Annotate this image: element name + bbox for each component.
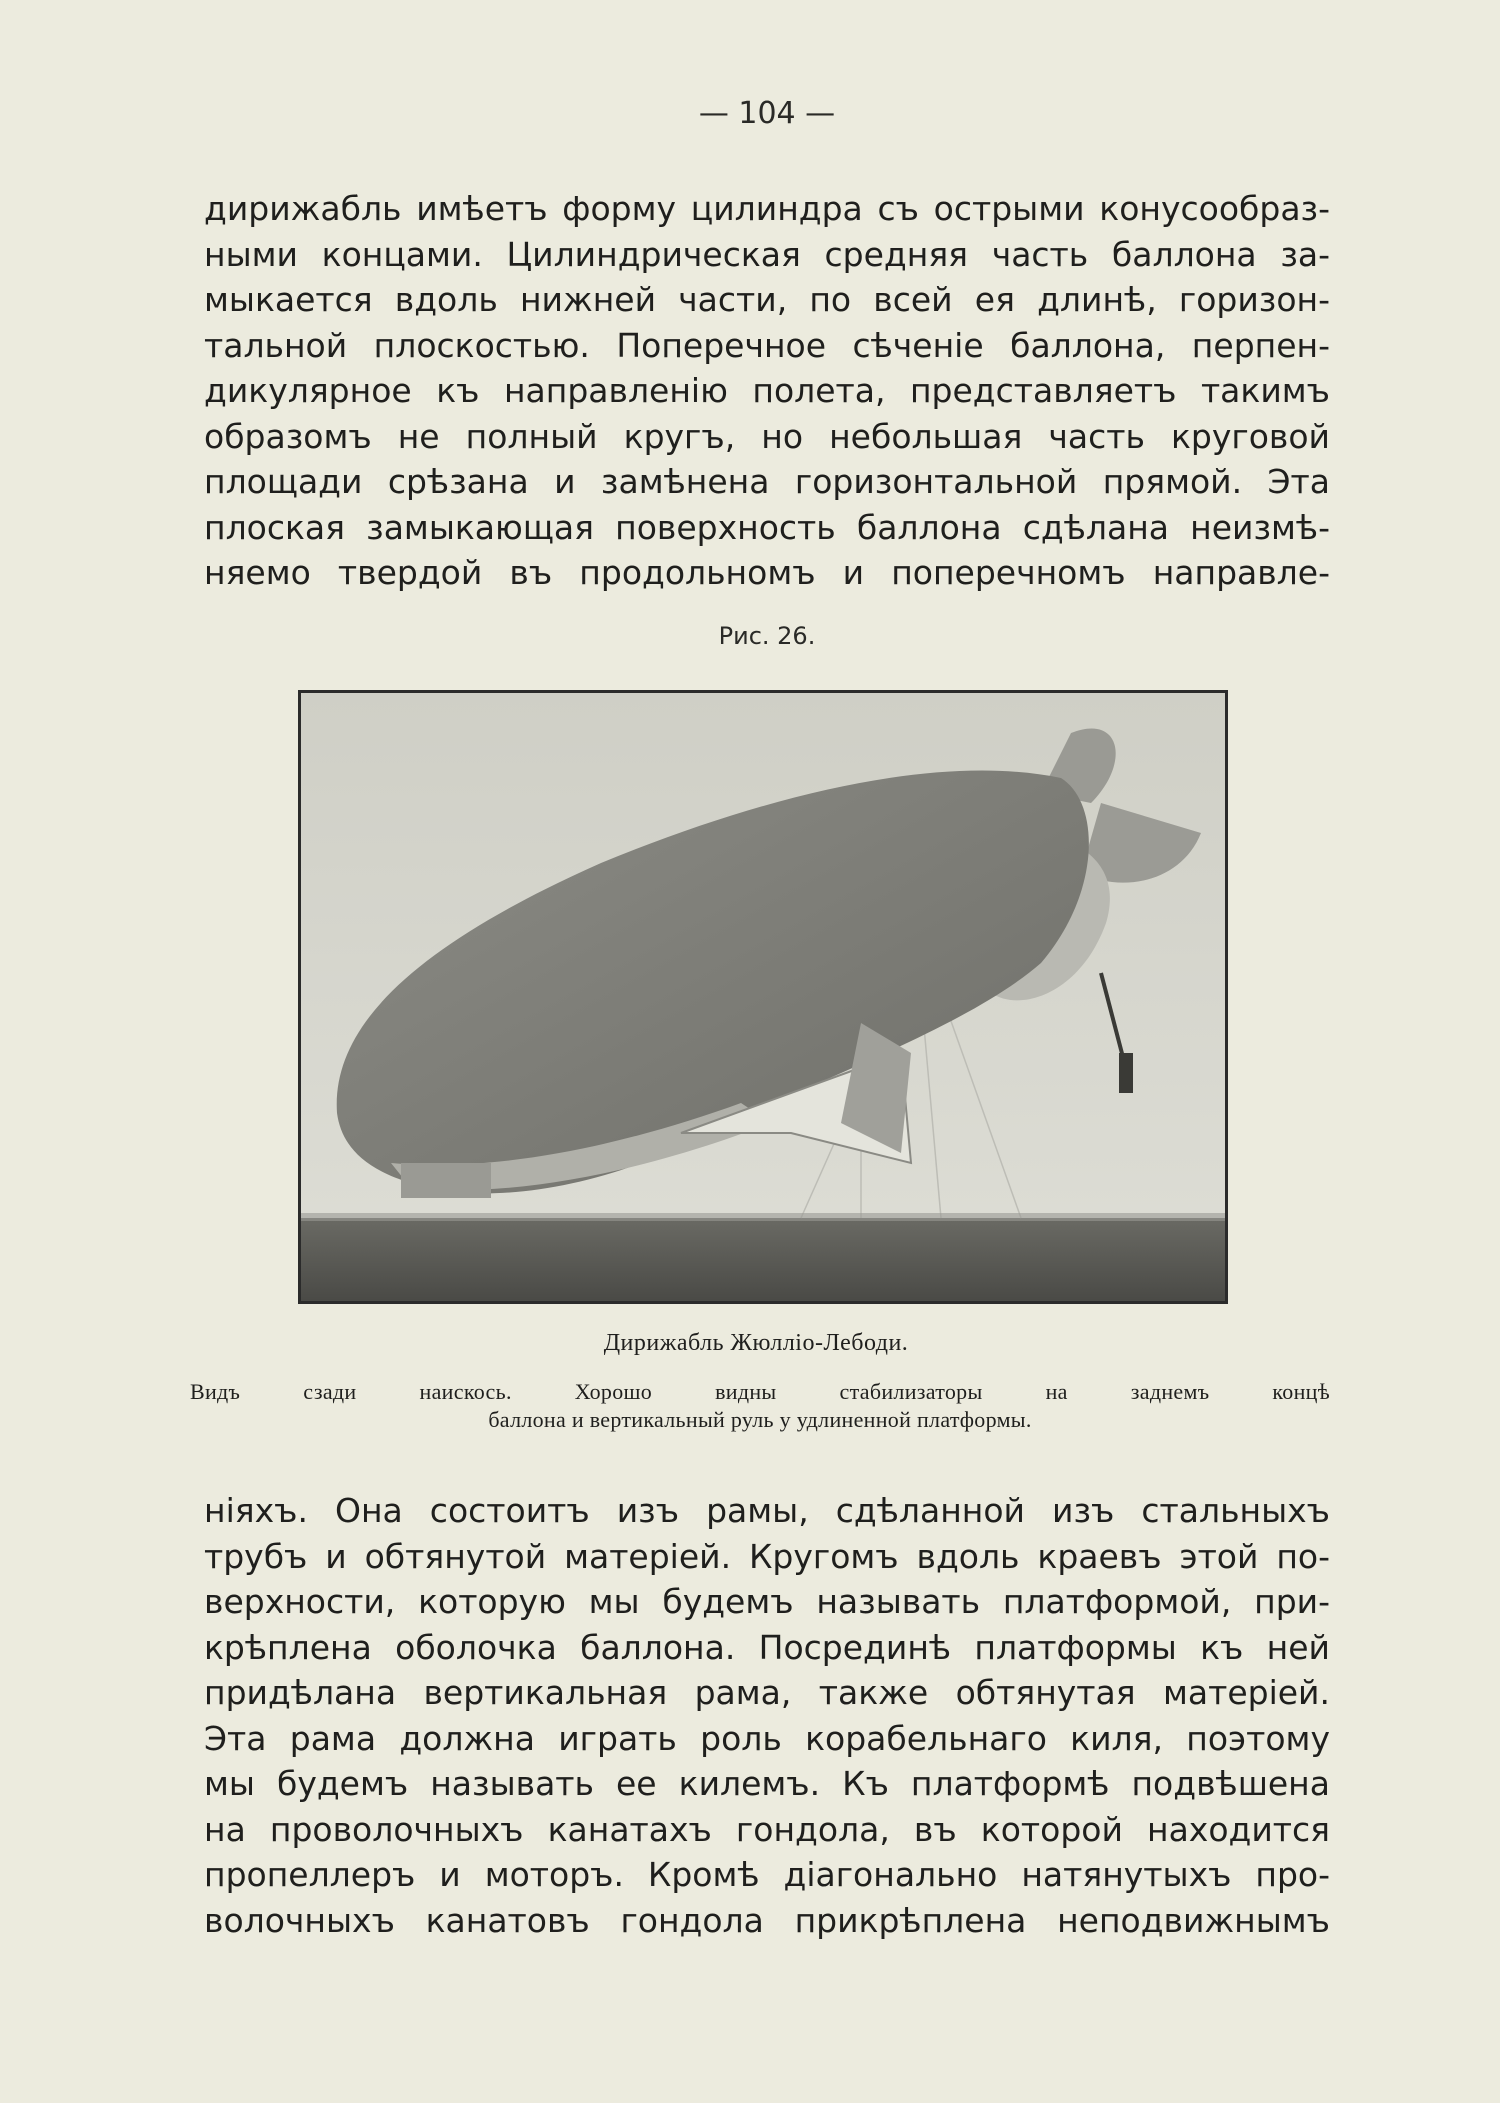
text-line: Эта рама должна играть роль корабельнаго киля, поэтому bbox=[204, 1718, 1330, 1758]
figure-caption-line: баллона и вертикальный руль у удлиненной платформы. bbox=[488, 1407, 1032, 1432]
text-line: крѣплена оболочка баллона. Посрединѣ платформы къ ней bbox=[204, 1627, 1330, 1667]
airship-photo bbox=[298, 690, 1228, 1304]
text-line: трубъ и обтянутой матеріей. Кругомъ вдоль краевъ этой по- bbox=[204, 1536, 1330, 1576]
text-line: волочныхъ канатовъ гондола прикрѣплена неподвижнымъ bbox=[204, 1900, 1330, 1940]
text-line: няемо твердой въ продольномъ и поперечномъ направле- bbox=[204, 553, 1330, 592]
text-line: тальной плоскостью. Поперечное сѣченіе баллона, перпен- bbox=[204, 325, 1330, 365]
text-line: ніяхъ. Она состоитъ изъ рамы, сдѣланной изъ стальныхъ bbox=[204, 1491, 1330, 1530]
paragraph-top bbox=[204, 186, 1330, 596]
airship-illustration bbox=[301, 693, 1225, 1301]
text-line: плоская замыкающая поверхность баллона сдѣлана неизмѣ- bbox=[204, 507, 1330, 547]
ground-strip bbox=[301, 1218, 1225, 1301]
text-line: пропеллеръ и моторъ. Кромѣ діагонально натянутыхъ про- bbox=[204, 1855, 1330, 1894]
text-line: мыкается вдоль нижней части, по всей ея длинѣ, горизон- bbox=[204, 280, 1330, 319]
text-line: верхности, которую мы будемъ называть платформой, при- bbox=[204, 1582, 1330, 1621]
text-line: дикулярное къ направленію полета, представляетъ такимъ bbox=[204, 371, 1330, 410]
text-line: мы будемъ называть ее килемъ. Къ платформѣ подвѣшена bbox=[204, 1764, 1330, 1803]
gondola bbox=[401, 1163, 491, 1198]
page-number: — 104 — bbox=[698, 96, 836, 131]
text-line: на проволочныхъ канатахъ гондола, въ которой находится bbox=[204, 1809, 1330, 1849]
text-line: ными концами. Цилиндрическая средняя часть баллона за- bbox=[204, 234, 1330, 274]
text-line: дирижабль имѣетъ форму цилиндра съ острыми конусообраз- bbox=[204, 189, 1330, 228]
text-line: образомъ не полный кругъ, но небольшая часть круговой bbox=[204, 416, 1330, 456]
figure-caption-line: Видъ сзади наискось. Хорошо видны стабилизаторы на заднемъ концѣ bbox=[190, 1379, 1330, 1404]
figure-label: Рис. 26. bbox=[718, 622, 816, 650]
text-line: площади срѣзана и замѣнена горизонтальной прямой. Эта bbox=[204, 462, 1330, 501]
text-line: придѣлана вертикальная рама, также обтянутая матеріей. bbox=[204, 1673, 1330, 1712]
paragraph-bottom bbox=[204, 1488, 1330, 1943]
figure-title: Дирижабль Жюлліо-Лебоди. bbox=[603, 1330, 909, 1356]
